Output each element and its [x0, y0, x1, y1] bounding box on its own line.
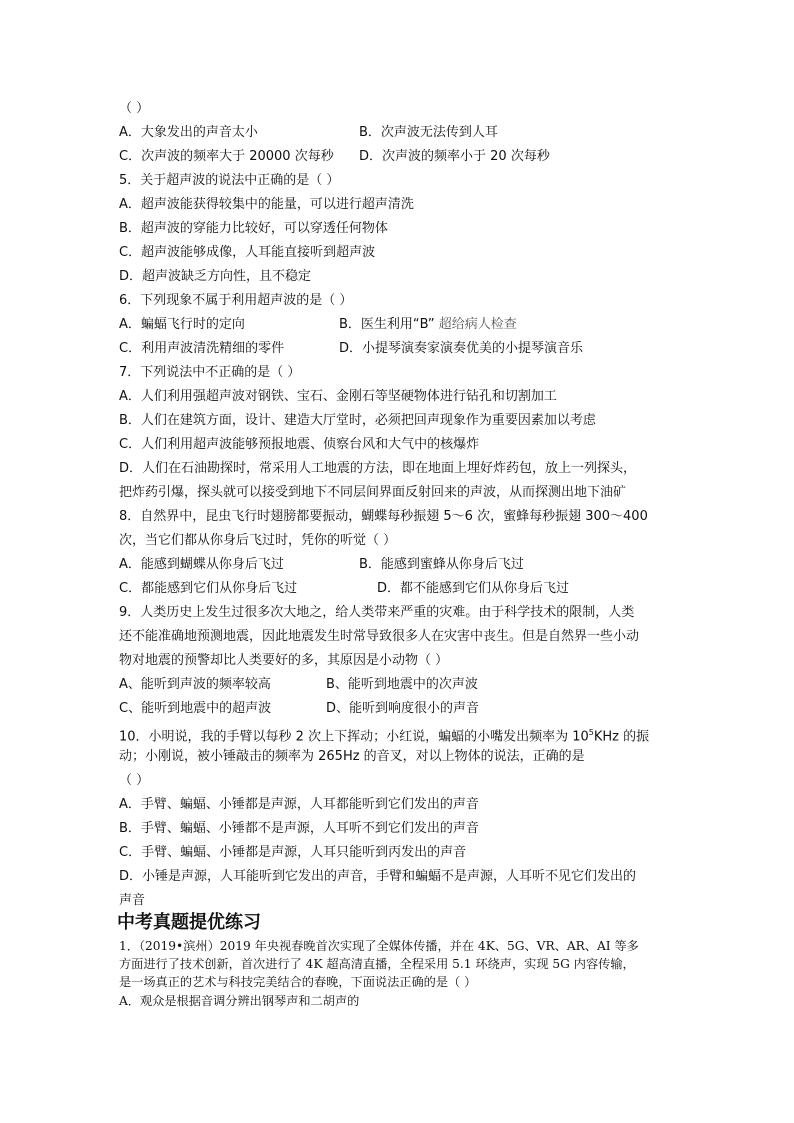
option-c: C．都能感到它们从你身后飞过 — [119, 581, 298, 596]
option-b-text-gray: 超给病人检查 — [438, 317, 517, 332]
question-8: 8．自然界中，昆虫飞行时翅膀都要振动，蝴蝶每秒振翅 5～6 次，蜜蜂每秒振翅 300～400 — [119, 509, 648, 524]
option-line — [119, 677, 478, 693]
question-7: 7．下列说法中不正确的是（ ） — [119, 365, 301, 380]
question-10 — [119, 725, 649, 745]
question-8-cont: 次，当它们都从你身后飞过时，凭你的听觉（ ） — [119, 533, 397, 548]
option-a: A．蝙蝠飞行时的定向 — [119, 317, 245, 332]
question-10-text: 10．小明说，我的手臂以每秒 2 次上下挥动；小红说，蝙蝠的小嘴发出频率为 10 — [119, 729, 589, 745]
option-line — [119, 125, 498, 141]
option-line — [119, 701, 480, 717]
question-10-cont: 动；小刚说，被小锤敲击的频率为 265Hz 的音叉，对以上物体的说法，正确的是 — [119, 749, 585, 764]
option-d: D．次声波的频率小于 20 次每秒 — [359, 149, 550, 164]
exam-question-1-cont: 是一场真正的艺术与科技完美结合的春晚，下面说法正确的是（ ） — [119, 975, 477, 989]
option-a: A．超声波能获得较集中的能量，可以进行超声清洗 — [119, 197, 414, 212]
option-c: C．人们利用超声波能够预报地震、侦察台风和大气中的核爆炸 — [119, 437, 480, 452]
option-b: B、能听到地震中的次声波 — [326, 677, 478, 692]
option-d: D．人们在石油勘探时，常采用人工地震的方法，即在地面上埋好炸药包，放上一列探头， — [119, 461, 637, 476]
section-heading: 中考真题提优练习 — [117, 912, 261, 933]
option-line — [119, 317, 517, 333]
option-d: D．小锤是声源，人耳能听到它发出的声音，手臂和蝙蝠不是声源，人耳听不见它们发出的 — [119, 869, 637, 884]
option-b: B．人们在建筑方面，设计、建造大厅堂时，必须把回声现象作为重要因素加以考虑 — [119, 413, 596, 428]
option-d: D．小提琴演奏家演奏优美的小提琴演音乐 — [339, 341, 584, 356]
option-line — [119, 149, 550, 165]
exam-question-1-cont: 方面进行了技术创新，首次进行了 4K 超高清直播，全程采用 5.1 环绕声，实现 5G 内容传输， — [119, 957, 635, 971]
option-a: A．手臂、蝙蝠、小锤都是声源，人耳都能听到它们发出的声音 — [119, 797, 479, 812]
option-a: A．人们利用强超声波对钢铁、宝石、金刚石等坚硬物体进行钻孔和切割加工 — [119, 389, 557, 404]
answer-bracket: （ ） — [119, 773, 150, 788]
option-line — [119, 341, 584, 357]
option-line — [119, 557, 524, 573]
option-c: C．手臂、蝙蝠、小锤都是声源，人耳只能听到丙发出的声音 — [119, 845, 467, 860]
option-d-cont: 声音 — [119, 893, 146, 908]
option-b-text: B．医生利用“B” — [339, 317, 435, 332]
option-c: C．超声波能够成像，人耳能直接听到超声波 — [119, 245, 376, 260]
question-5: 5．关于超声波的说法中正确的是（ ） — [119, 173, 340, 188]
option-d: D．超声波缺乏方向性，且不稳定 — [119, 269, 312, 284]
exam-question-1: 1．（2019•滨州）2019 年央视春晚首次实现了全媒体传播，并在 4K、5G、VR、AR、AI 等多 — [119, 939, 639, 953]
option-a: A．大象发出的声音太小 — [119, 125, 258, 140]
question-9-cont: 物对地震的预警却比人类要好的多，其原因是小动物（ ） — [119, 653, 449, 668]
option-a: A、能听到声波的频率较高 — [119, 677, 271, 692]
option-d: D、能听到响度很小的声音 — [326, 701, 480, 716]
question-9-cont: 还不能准确地预测地震，因此地震发生时常导致很多人在灾害中丧生。但是自然界一些小动 — [119, 629, 640, 644]
option-c: C、能听到地震中的超声波 — [119, 701, 272, 716]
question-6: 6．下列现象不属于利用超声波的是（ ） — [119, 293, 353, 308]
option-b: B．超声波的穿能力比较好，可以穿透任何物体 — [119, 221, 388, 236]
option-line — [119, 581, 570, 597]
option-a: A．能感到蝴蝶从你身后飞过 — [119, 557, 284, 572]
superscript: 5 — [588, 728, 594, 737]
answer-bracket: （ ） — [119, 101, 150, 116]
option-b: B．手臂、蝙蝠、小锤都不是声源，人耳听不到它们发出的声音 — [119, 821, 479, 836]
option-b — [339, 317, 517, 333]
option-c: C．利用声波清洗精细的零件 — [119, 341, 285, 356]
question-10-text-end: KHz 的振 — [593, 729, 650, 745]
option-b: B．能感到蜜蜂从你身后飞过 — [359, 557, 524, 572]
option-c: C．次声波的频率大于 20000 次每秒 — [119, 149, 334, 164]
option-a: A．观众是根据音调分辨出钢琴声和二胡声的 — [119, 994, 360, 1008]
question-9: 9．人类历史上发生过很多次大地之，给人类带来严重的灾难。由于科学技术的限制，人类 — [119, 605, 635, 620]
option-d: D．都不能感到它们从你身后飞过 — [377, 581, 570, 596]
option-b: B．次声波无法传到人耳 — [359, 125, 498, 140]
option-d-cont: 把炸药引爆，探头就可以接受到地下不同层间界面反射回来的声波，从而探测出地下油矿 — [119, 485, 627, 500]
